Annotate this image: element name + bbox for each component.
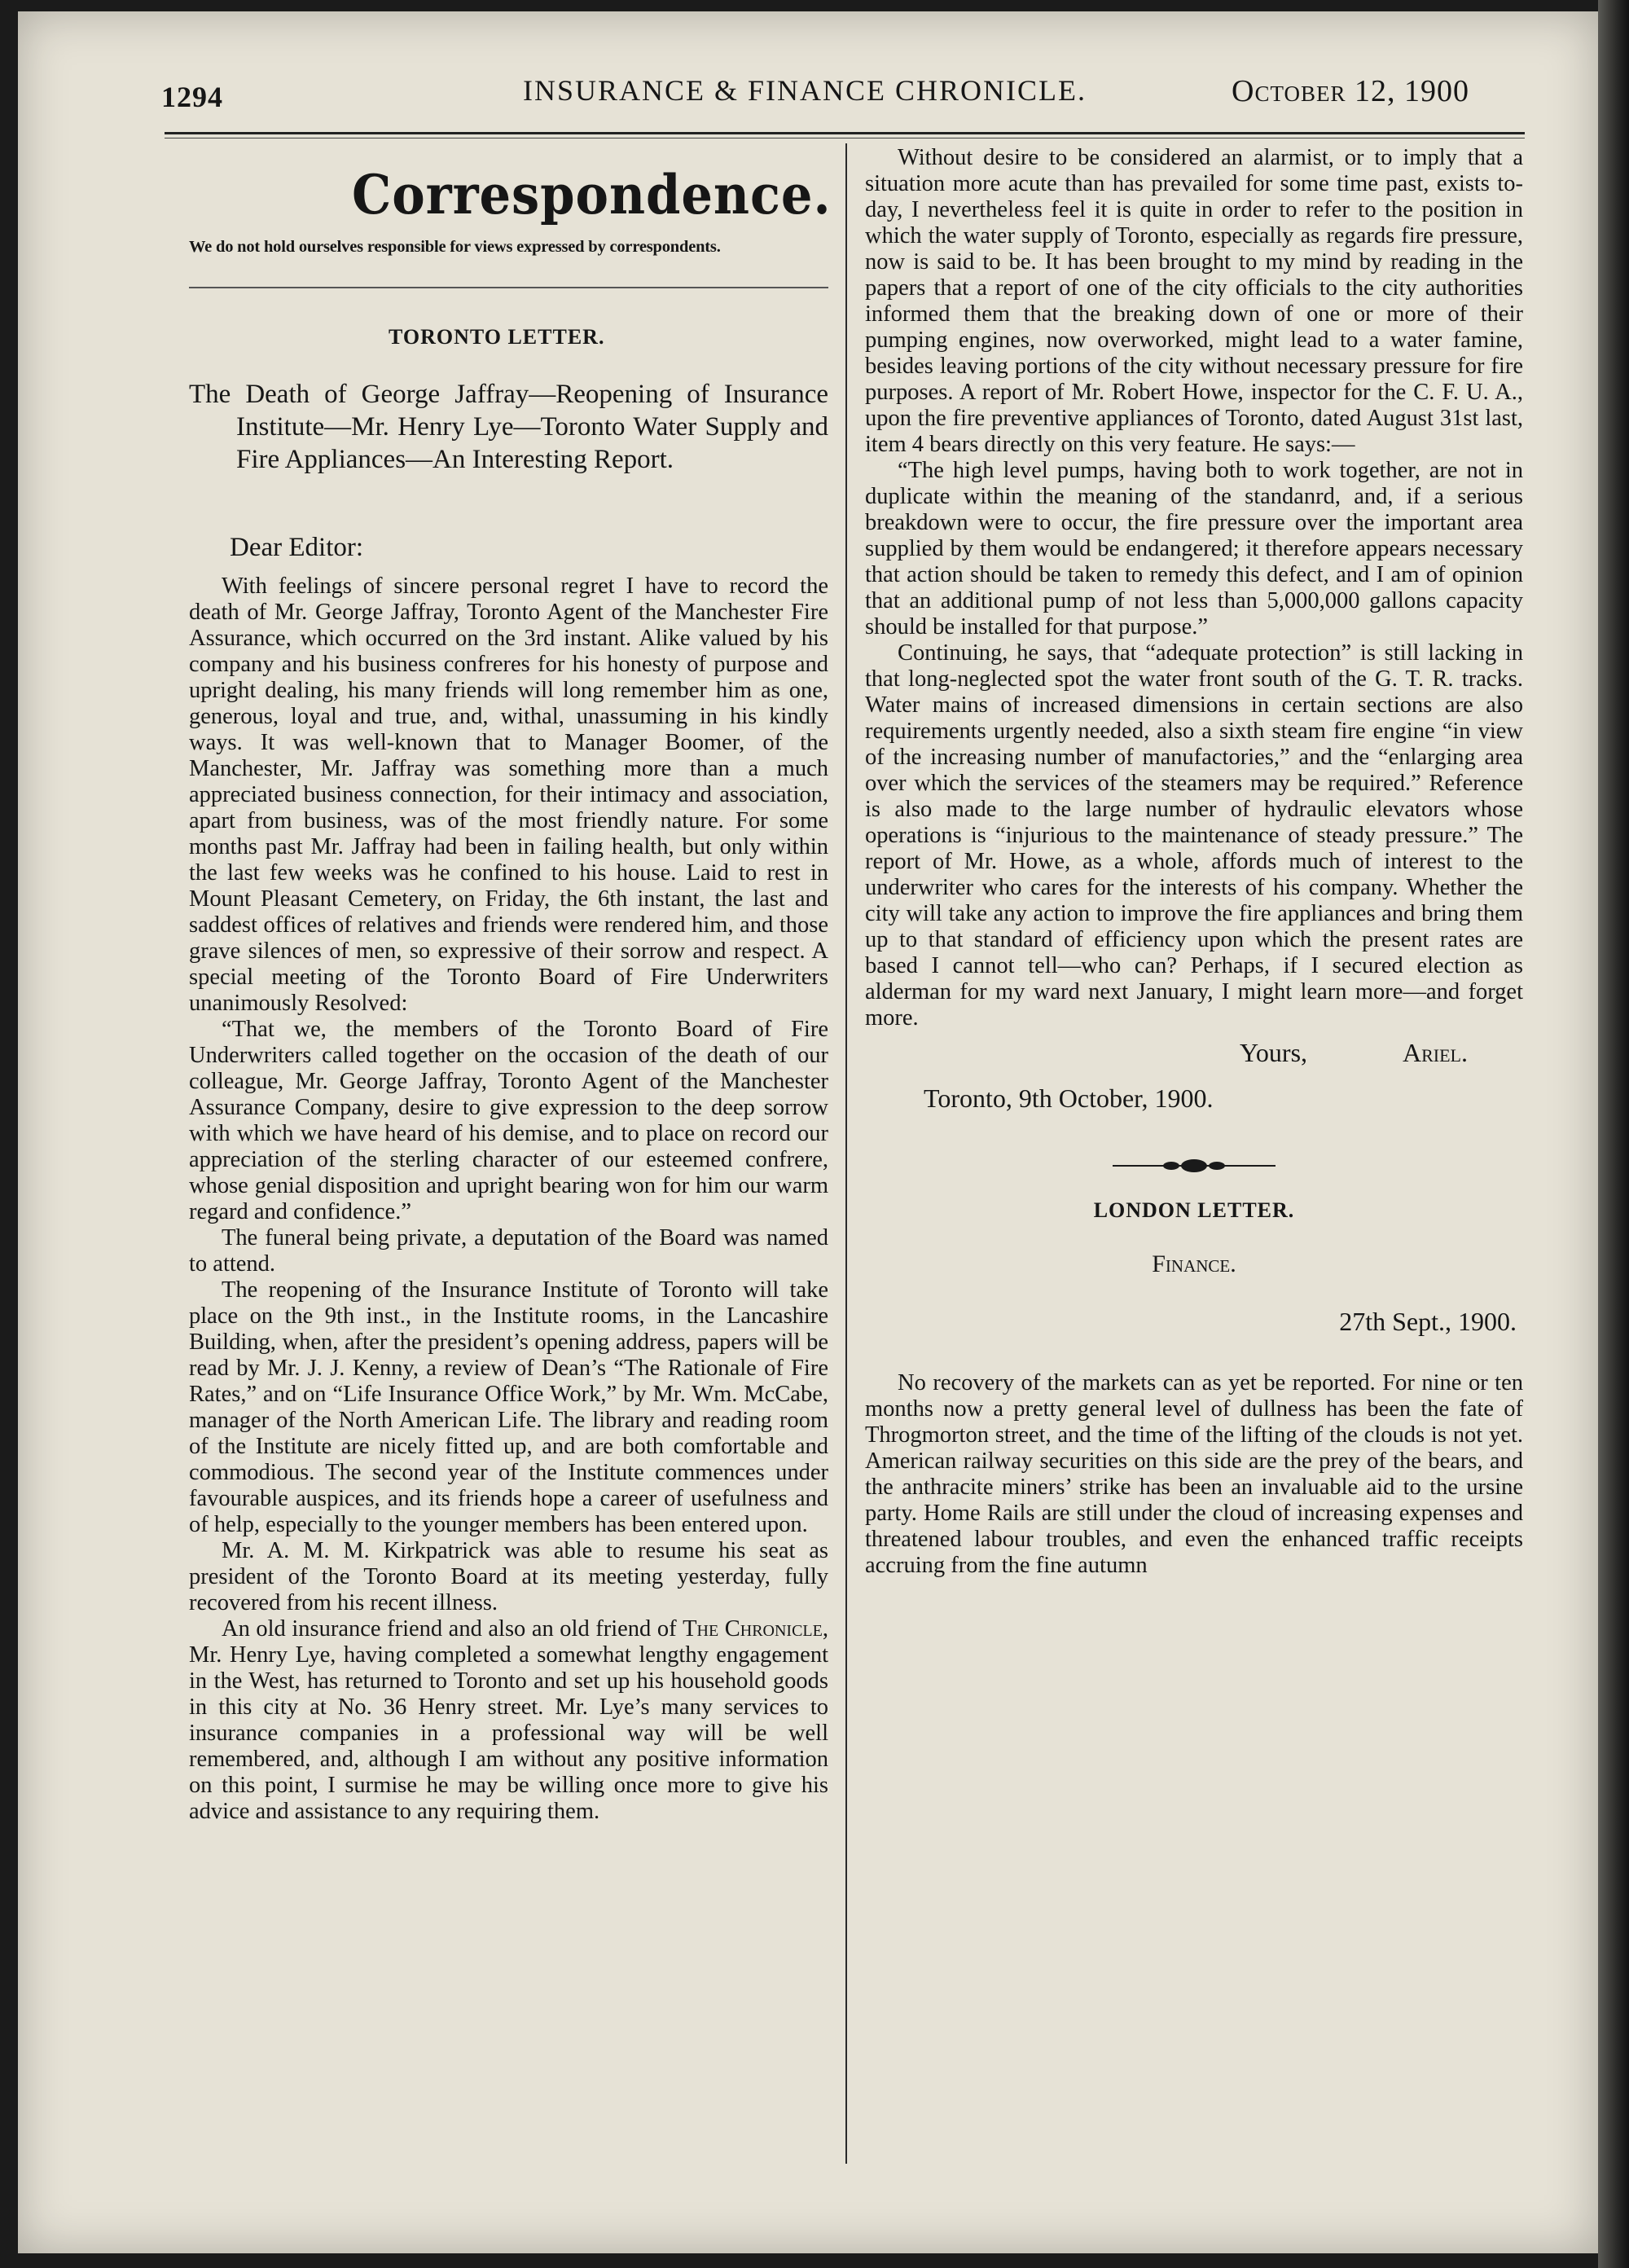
newspaper-page	[18, 11, 1598, 2253]
header-rule	[165, 132, 1525, 134]
section-title: Correspondence.	[352, 163, 832, 226]
column-divider	[845, 143, 847, 2164]
paragraph-henry-lye	[189, 1616, 828, 1825]
paragraph-continuing: Continuing, he says, that “adequate protection” is still lacking in that long-neglected spot the water front south of the G. T. R. tracks. Water mains of increased dimensions in certain sections are also requirements urgently needed, also a sixth steam fire engine “in view of the increasing number of manufactories,” and the “enlarging area over which the services of the steamers may be required.” Reference is also made to the large number of hydraulic elevators whose operations is “injurious to the maintenance of steady pressure.” The report of Mr. Howe, as a whole, affords much of interest to the underwriter who cares for the interests of his company. Whether the city will take any action to improve the fire appliances and bring them up to that standard of efficiency upon which the present rates are based I cannot tell—who can? Perhaps, if I secured election as alderman for my ward next January, I might learn more—and forget more.	[865, 640, 1523, 1031]
chronicle-name: The Chronicle	[683, 1616, 823, 1642]
left-column	[189, 574, 828, 1825]
paragraph-obituary: With feelings of sincere personal regret I have to record the death of Mr. George Jaffray, Toronto Agent of the Manchester Fire Assurance, which occurred on the 3rd instant. Alike valued by his company and his business confreres for his honesty of purpose and upright dealing, his many friends will long remember him as one, generous, loyal and true, and, withal, unassuming in his kindly ways. It was well-known that to Manager Boomer, of the Manchester, Mr. Jaffray was something more than a much appreciated business connection, for their intimacy and association, apart from business, was of the most friendly nature. For some months past Mr. Jaffray had been in failing health, but only within the last few weeks was he confined to his house. Laid to rest in Mount Pleasant Cemetery, on Friday, the 6th instant, the last and saddest offices of relatives and friends were rendered him, and those grave silences of men, so expressive of their sorrow and respect. A special meeting of the Toronto Board of Fire Underwriters unanimously Resolved:	[189, 574, 828, 1016]
paragraph-markets: No recovery of the markets can as yet be reported. For nine or ten months now a pretty general level of dullness has been the fate of Throgmorton street, and the time of the lifting of the clouds is not yet. American railway securities on this side are the prey of the bears, and the anthracite miners’ strike has been an invaluable aid to the ursine party. Home Rails are still under the cloud of increasing expenses and threatened labour troubles, and even the enhanced traffic receipts accruing from the fine autumn	[865, 1370, 1523, 1578]
right-column	[865, 145, 1523, 1579]
paragraph-institute: The reopening of the Insurance Institute of Toronto will take place on the 9th inst., in the Institute rooms, in the Lancashire Building, when, after the president’s opening address, papers will be read by Mr. J. J. Kenny, a review of Dean’s “The Rationale of Fire Rates,” and on “Life Insurance Office Work,” by Mr. Wm. McCabe, manager of the North American Life. The library and reading room of the Institute are nicely fitted up, and are both comfortable and commodious. The second year of the Institute commences under favourable auspices, and its friends hope a career of usefulness and of help, especially to the younger members has been entered upon.	[189, 1277, 828, 1537]
london-letter-date: 27th Sept., 1900.	[1339, 1307, 1517, 1336]
london-letter-subheading: Finance.	[1152, 1250, 1236, 1277]
place-date: Toronto, 9th October, 1900.	[924, 1083, 1214, 1113]
scan-edge	[1598, 0, 1629, 2268]
page-header	[18, 73, 1598, 122]
summary-text: The Death of George Jaffray—Reopening of Insurance Institute—Mr. Henry Lye—Toronto Water Supply and Fire Appliances—An Interesting Report.	[189, 380, 828, 474]
paragraph-water-supply: Without desire to be considered an alarmist, or to imply that a situation more acute than has prevailed for some time past, exists to-day, I nevertheless feel it is quite in order to refer to the position in which the water supply of Toronto, especially as regards fire pressure, now is said to be. It has been brought to my mind by reading in the papers that a report of one of the city officials to the city authorities informed them that the breaking down of one or more of their pumping engines, now overworked, might lead to a water famine, besides leaving portions of the city without necessary pressure for fire purposes. A report of Mr. Robert Howe, inspector for the C. F. U. A., upon the fire preventive appliances of Toronto, dated August 31st last, item 4 bears directly on this very feature. He says:—	[865, 145, 1523, 457]
toronto-letter-heading: TORONTO LETTER.	[389, 325, 605, 349]
closing: Yours,	[1240, 1038, 1308, 1067]
letter-signoff	[865, 1040, 1523, 1072]
paragraph-kirkpatrick: Mr. A. M. M. Kirkpatrick was able to resume his seat as president of the Toronto Board at its meeting yesterday, fully recovered from his recent illness.	[189, 1538, 828, 1615]
paragraph-henry-lye-a: An old insurance friend and also an old friend of	[222, 1616, 683, 1642]
paragraph-henry-lye-b: , Mr. Henry Lye, having completed a somewhat lengthy engagement in the West, has returned to Toronto and set up his household goods in this city at No. 36 Henry street. Mr. Lye’s many services to insurance companies in a professional way will be well remembered, and, although I am without any positive information on this point, I surmise he may be willing once more to give his advice and assistance to any requiring them.	[189, 1616, 828, 1824]
london-letter-heading: LONDON LETTER.	[1093, 1198, 1295, 1222]
section-rule	[189, 287, 828, 288]
publication-title: INSURANCE & FINANCE CHRONICLE.	[523, 74, 1087, 107]
issue-date: October 12, 1900	[1232, 74, 1469, 108]
editorial-disclaimer: We do not hold ourselves responsible for views expressed by correspondents.	[189, 238, 721, 256]
paragraph-funeral: The funeral being private, a deputation of the Board was named to attend.	[189, 1225, 828, 1277]
ornament-divider-icon	[1113, 1154, 1276, 1178]
paragraph-resolution: “That we, the members of the Toronto Board of Fire Underwriters called together on the occasion of the death of our colleague, Mr. George Jaffray, Toronto Agent of the Manchester Assurance Company, desire to give expression to the deep sorrow with which we have heard of his demise, and to place on record our appreciation of the sterling character of our esteemed confrere, whose genial disposition and upright bearing won for him our warm regard and confidence.”	[189, 1017, 828, 1224]
page-number: 1294	[161, 81, 223, 113]
salutation: Dear Editor:	[230, 533, 364, 562]
paragraph-howe-quote: “The high level pumps, having both to work together, are not in duplicate within the meaning of the standanrd, and, if a serious breakdown were to occur, the fire pressure over the important area supplied by them would be endangered; it therefore appears necessary that action should be taken to remedy this defect, and I am of opinion that an additional pump of not less than 5,000,000 gallons capacity should be installed for that purpose.”	[865, 458, 1523, 640]
toronto-letter-summary	[189, 378, 828, 476]
signature: Ariel.	[1403, 1038, 1468, 1067]
